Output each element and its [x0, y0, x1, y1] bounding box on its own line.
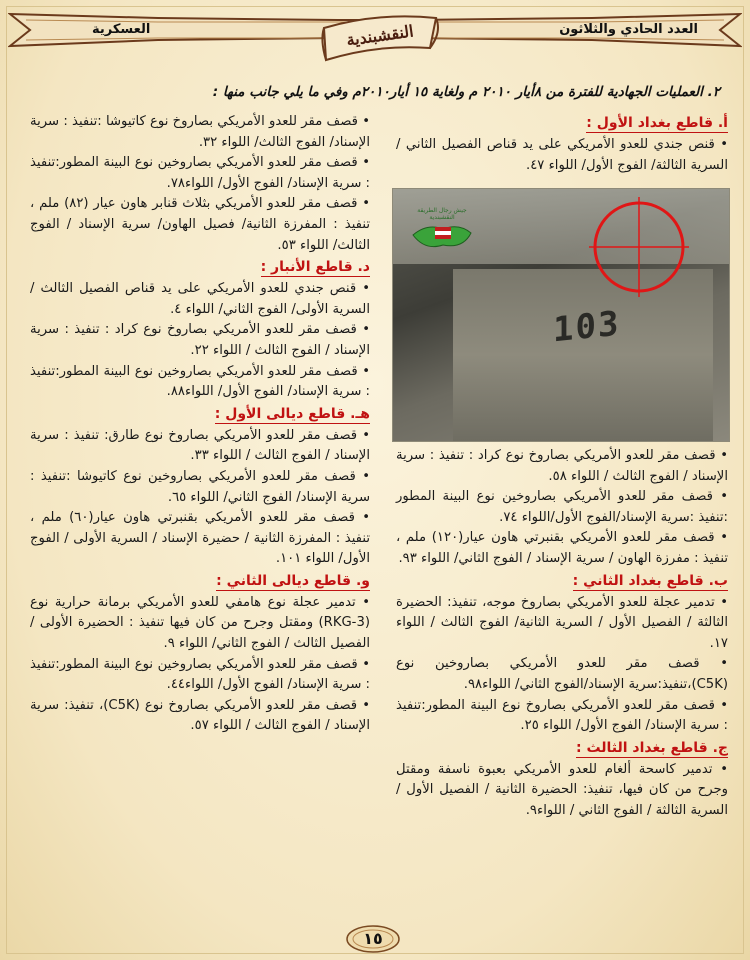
- list-item: • قصف مقر للعدو الأمريكي بقنبرتي هاون عيار(١٢٠) ملم ، تنفيذ : مفرزة الهاون / سرية الإسناد / الفوج الثاني/ اللواء ٩٣.: [396, 528, 728, 569]
- list-item: • قصف مقر للعدو الأمريكي بصاروخين نوع البينة المطور:تنفيذ : سرية الإسناد/ الفوج الأول/ اللواء٤٤.: [30, 655, 370, 696]
- list-item: • قصف مقر للعدو الأمريكي بصاروخين نوع (C5K)،تنفيذ:سرية الإسناد/الفوج الثاني/ اللواء٩٨.: [396, 654, 728, 695]
- page-number-badge: [345, 924, 401, 954]
- magazine-name: العسكرية: [92, 22, 151, 37]
- list-item: • قصف مقر للعدو الأمريكي بصاروخ نوع (C5K)، تنفيذ: سرية الإسناد / الفوج الثالث / اللواء ٥٧.: [30, 696, 370, 737]
- list-item: • قصف مقر للعدو الأمريكي بصاروخ نوع كاتيوشا :تنفيذ : سرية الإسناد/ الفوج الثالث/ اللواء ٣٢.: [30, 112, 370, 153]
- list-item: • قنص جندي للعدو الأمريكي على يد قناص الفصيل الثاني / السرية الثالثة/ الفوج الأول/ اللواء ٤٧.: [396, 135, 728, 176]
- section-title-baghdad-1: أ. قاطع بغداد الأول :: [586, 115, 728, 131]
- list-item: • قصف مقر للعدو الأمريكي بصاروخ نوع كراد : تنفيذ : سرية الإسناد / الفوج الثالث / اللواء ٥٨.: [396, 446, 728, 487]
- list-item: • قصف مقر للعدو الأمريكي بصاروخ نوع البينة المطور:تنفيذ : سرية الإسناد/ الفوج الأول/ اللواء ٢٥.: [396, 696, 728, 737]
- section-heading: ٢. العمليات الجهادية للفترة من ٨أيار ٢٠١٠ م ولغاية ١٥ أيار٢٠١٠م وفي ما يلي جانب منها :: [212, 84, 720, 100]
- right-column-lower: [396, 446, 728, 822]
- logo-caption: جيش رجال الطريقة النقشبندية: [417, 207, 467, 221]
- list-item: • قصف مقر للعدو الأمريكي بصاروخين نوع كاتيوشا :تنفيذ : سرية الإسناد/ الفوج الثاني/ اللواء ٦٥.: [30, 467, 370, 508]
- list-item: • تدمير عجلة للعدو الأمريكي بصاروخ موجه، تنفيذ: الحضيرة الثالثة / الفصيل الأول / السرية الثانية/ الفوج الثالث / اللواء ١٧.: [396, 593, 728, 655]
- list-item: • قصف مقر للعدو الأمريكي بصاروخين نوع البينة المطور:تنفيذ : سرية الإسناد/ الفوج الأول/ اللواء٧٨.: [30, 153, 370, 194]
- list-item: • قصف مقر للعدو الأمريكي بقنبرتي هاون عيار(٦٠) ملم ، تنفيذ : المفرزة الثانية / حضيرة الإسناد / السرية الأولى / الفوج الأول/ اللواء ١٠١.: [30, 508, 370, 570]
- vehicle-number: 103: [553, 303, 621, 351]
- section-title-baghdad-2: ب. قاطع بغداد الثاني :: [572, 572, 728, 589]
- list-item: • قصف مقر للعدو الأمريكي بثلاث قنابر هاون عيار (٨٢) ملم ، تنفيذ : المفرزة الثانية/ فصيل الهاون/ سرية الإسناد / الفوج الثالث/ اللواء ٥٣.: [30, 194, 370, 256]
- section-title-diyala-2: و. قاطع ديالى الثاني :: [216, 572, 370, 589]
- list-item: • تدمير كاسحة ألغام للعدو الأمريكي بعبوة ناسفة ومقتل وجرح من كان فيها، تنفيذ: الحضيرة الثانية / الفصيل الأول / السرية الثالثة / الفوج الثاني / اللواء٩.: [396, 760, 728, 822]
- left-column: [30, 112, 370, 737]
- section-title-baghdad-3: ج. قاطع بغداد الثالث :: [575, 739, 728, 756]
- right-column: [396, 112, 728, 176]
- list-item: • قصف مقر للعدو الأمريكي بصاروخ نوع طارق: تنفيذ : سرية الإسناد / الفوج الثالث / اللواء ٣٣.: [30, 426, 370, 467]
- sniper-photo: [392, 188, 730, 442]
- page-number: ١٥: [363, 929, 383, 948]
- section-title-anbar: د. قاطع الأنبار :: [260, 259, 370, 276]
- section-title-diyala-1: هـ. قاطع ديالى الأول :: [214, 405, 370, 422]
- list-item: • قصف مقر للعدو الأمريكي بصاروخين نوع البينة المطور :تنفيذ :سرية الإسناد/الفوج الأول/اللواء ٧٤.: [396, 487, 728, 528]
- crosshair-icon: [393, 189, 729, 441]
- list-item: • قنص جندي للعدو الأمريكي على يد قناص الفصيل الثالث / السرية الأولى/ الفوج الثاني/ اللواء ٤.: [30, 279, 370, 320]
- list-item: • تدمير عجلة نوع هامفي للعدو الأمريكي برمانة حرارية نوع (RKG-3) ومقتل وجرح من كان فيها تنفيذ : الحضيرة الأولى / الفصيل الثالث / الفوج الثاني/ اللواء ٩.: [30, 593, 370, 655]
- list-item: • قصف مقر للعدو الأمريكي بصاروخين نوع البينة المطور:تنفيذ : سرية الإسناد/ الفوج الأول/ اللواء٨٨.: [30, 362, 370, 403]
- issue-number: العدد الحادي والثلاثون: [559, 22, 698, 37]
- list-item: • قصف مقر للعدو الأمريكي بصاروخ نوع كراد : تنفيذ : سرية الإسناد / الفوج الثالث / اللواء ٢٢.: [30, 320, 370, 361]
- page-title: النقشبندية: [345, 21, 415, 50]
